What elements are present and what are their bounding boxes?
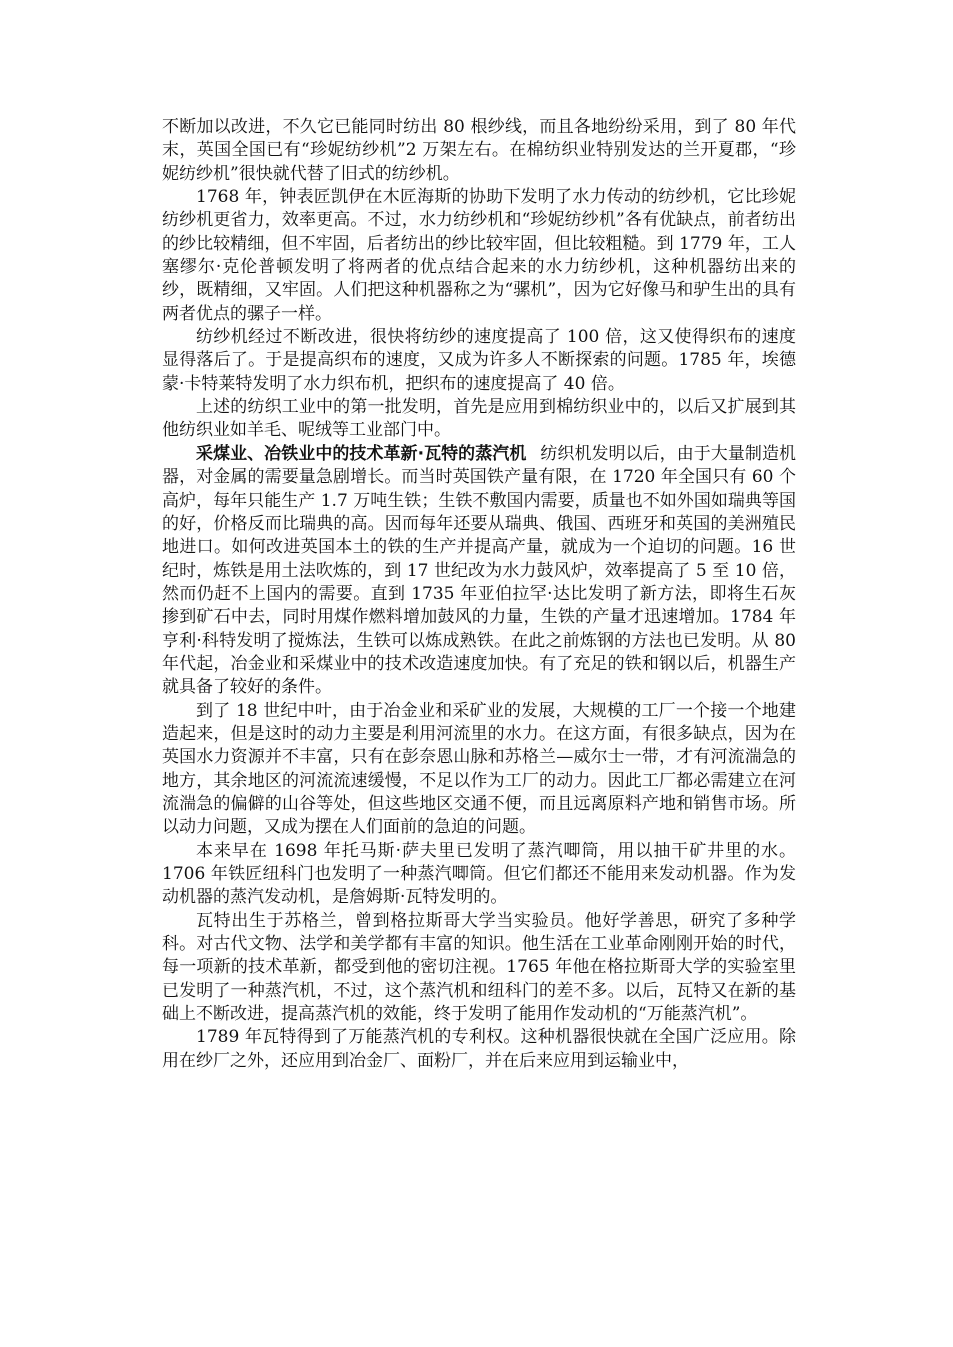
paragraph-steam-pump	[162, 840, 796, 910]
paragraph-text: 纺纱机经过不断改进，很快将纺纱的速度提高了 100 倍，这又使得织布的速度显得落后了。于是提高织布的速度，又成为许多人不断探索的问题。1785 年，埃德蒙·卡特莱特发明了水力织布机，把织布的速度提高了 40 倍。	[162, 327, 796, 394]
paragraph-water-power	[162, 700, 796, 840]
paragraph-text: 1768 年，钟表匠凯伊在木匠海斯的协助下发明了水力传动的纺纱机，它比珍妮纺纱机更省力，效率更高。不过，水力纺纱机和“珍妮纺纱机”各有优缺点，前者纺出的纱比较精细，但不牢固，后者纺出的纱比较牢固，但比较粗糙。到 1779 年，工人塞缪尔·克伦普顿发明了将两者的优点结合起来的水力纺纱机，这种机器纺出来的纱，既精细，又牢固。人们把这种机器称之为“骡机”，因为它好像马和驴生出的具有两者优点的骡子一样。	[162, 187, 796, 324]
paragraph-power-loom	[162, 326, 796, 396]
paragraph-watt-patent	[162, 1026, 796, 1073]
paragraph-text: 1789 年瓦特得到了万能蒸汽机的专利权。这种机器很快就在全国广泛应用。除用在纱厂之外，还应用到冶金厂、面粉厂，并在后来应用到运输业中，	[162, 1027, 796, 1071]
paragraph-water-frame	[162, 186, 796, 326]
paragraph-text: 瓦特出生于苏格兰，曾到格拉斯哥大学当实验员。他好学善思，研究了多种学科。对古代文物、法学和美学都有丰富的知识。他生活在工业革命刚刚开始的时代，每一项新的技术革新，都受到他的密切注视。1765 年他在格拉斯哥大学的实验室里已发明了一种蒸汽机，不过，这个蒸汽机和纽科门的差不多。以后，瓦特又在新的基础上不断改进，提高蒸汽机的效能，终于发明了能用作发动机的“万能蒸汽机”。	[162, 910, 796, 1025]
paragraph-text: 纺织机发明以后，由于大量制造机器，对金属的需要量急剧增长。而当时英国铁产量有限，在 1720 年全国只有 60 个高炉，每年只能生产 1.7 万吨生铁；生铁不敷国内需要，质量也不如外国如瑞典等国的好，价格反而比瑞典的高。因而每年还要从瑞典、俄国、西班牙和英国的美洲殖民地进口。如何改进英国本土的铁的生产并提高产量，就成为一个迫切的问题。16 世纪时，炼铁是用土法吹炼的，到 17 世纪改为水力鼓风炉，效率提高了 5 至 10 倍，然而仍赶不上国内的需要。直到 1735 年亚伯拉罕·达比发明了新方法，即将生石灰掺到矿石中去，同时用煤作燃料增加鼓风的力量，生铁的产量才迅速增加。1784 年亨利·科特发明了搅炼法，生铁可以炼成熟铁。在此之前炼钢的方法也已发明。从 80 年代起，冶金业和采煤业中的技术改造速度加快。有了充足的铁和钢以后，机器生产就具备了较好的条件。	[162, 443, 796, 698]
paragraph-text: 本来早在 1698 年托马斯·萨夫里已发明了蒸汽唧筒，用以抽干矿井里的水。1706 年铁匠纽科门也发明了一种蒸汽唧筒。但它们都还不能用来发动机器。作为发动机器的蒸汽发动机，是詹姆斯·瓦特发明的。	[162, 840, 796, 908]
paragraph-text: 上述的纺织工业中的第一批发明，首先是应用到棉纺织业中的，以后又扩展到其他纺织业如羊毛、呢绒等工业部门中。	[162, 397, 796, 441]
paragraph-text: 到了 18 世纪中叶，由于冶金业和采矿业的发展，大规模的工厂一个接一个地建造起来，但是这时的动力主要是利用河流里的水力。在这方面，有很多缺点，因为在英国水力资源并不丰富，只有在彭奈恩山脉和苏格兰—威尔士一带，才有河流湍急的地方，其余地区的河流流速缓慢，不足以作为工厂的动力。因此工厂都必需建立在河流湍急的偏僻的山谷等处，但这些地区交通不便，而且远离原料产地和销售市场。所以动力问题，又成为摆在人们面前的急迫的问题。	[162, 700, 796, 838]
paragraph-watt-biography	[162, 910, 796, 1027]
paragraph-iron-coal	[162, 443, 796, 700]
document-page	[162, 116, 796, 1073]
paragraph-textile-summary	[162, 396, 796, 443]
section-heading: 采煤业、冶铁业中的技术革新·瓦特的蒸汽机	[196, 443, 527, 464]
paragraph-text: 不断加以改进，不久它已能同时纺出 80 根纱线，而且各地纷纷采用，到了 80 年代末，英国全国已有“珍妮纺纱机”2 万架左右。在棉纺织业特别发达的兰开夏郡，“珍妮纺纱机”很快就代替了旧式的纺纱机。	[162, 117, 796, 184]
paragraph-textile-continued	[162, 116, 796, 186]
